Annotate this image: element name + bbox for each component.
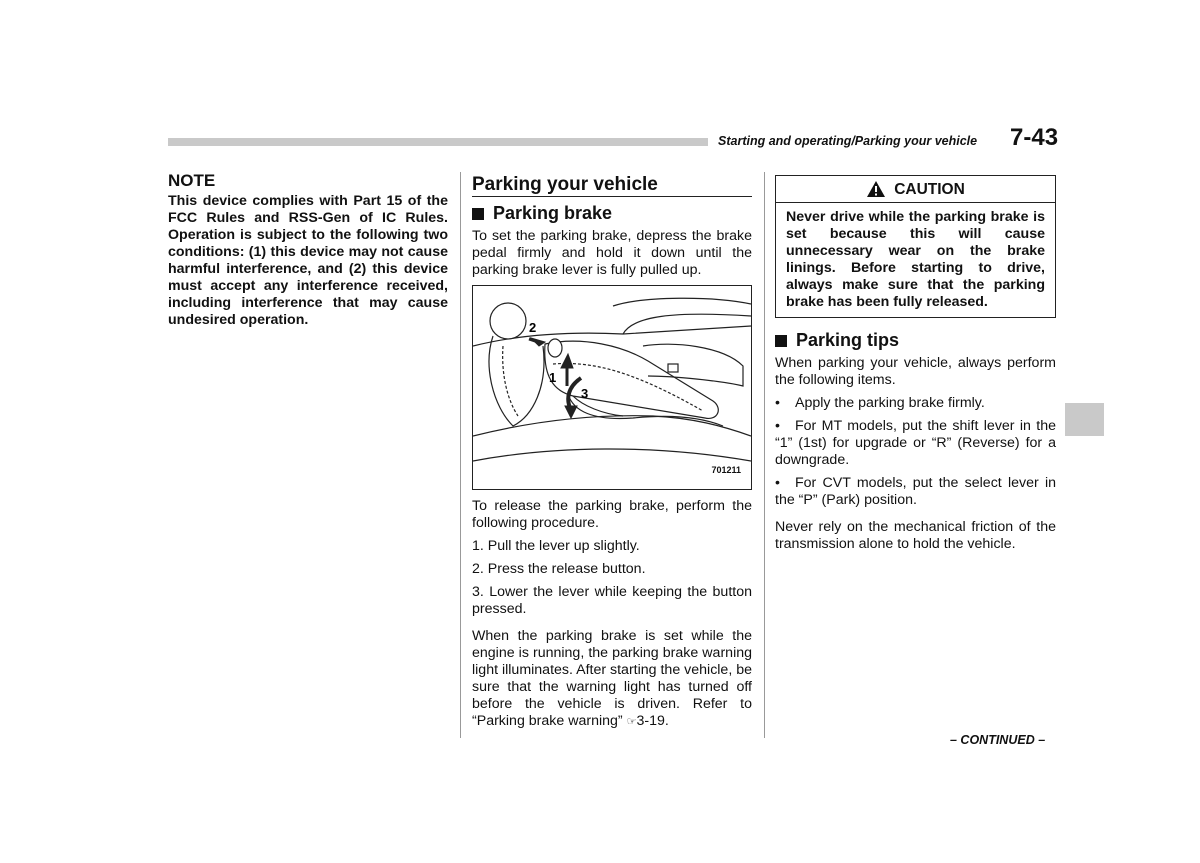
column-divider-left (460, 172, 461, 738)
tips-bullet-text: For MT models, put the shift lever in the “1” (1st) for upgrade or “R” (Reverse) for a downgrade. (775, 418, 1056, 468)
refer-text: Refer to “Parking brake warning” (472, 696, 752, 729)
callout-3: 3 (581, 386, 589, 401)
tips-intro: When parking your vehicle, always perform the following items. (775, 355, 1056, 388)
bullet-dot-icon: • (775, 395, 780, 411)
tips-bullet-text: For CVT models, put the select lever in the “P” (Park) position. (775, 475, 1056, 508)
parking-column (472, 176, 752, 731)
warning-light-paragraph (472, 628, 752, 731)
tips-bullet (775, 475, 1056, 509)
release-step: 2. Press the release button. (472, 561, 646, 577)
caution-label: CAUTION (894, 180, 965, 198)
bullet-dot-icon: • (775, 418, 780, 434)
tips-bullet-text: Apply the parking brake firmly. (795, 395, 985, 411)
release-step: 1. Pull the lever up slightly. (472, 538, 640, 554)
parking-tips-heading-text: Parking tips (796, 330, 900, 350)
tips-bullet (775, 418, 1056, 469)
warning-light-text: When the parking brake is set while the engine is running, the parking brake warning light illuminates. After starting the vehicle, be sure that the warning light has turned off before the vehicle is driven. (472, 628, 752, 712)
parking-brake-illustration (473, 286, 751, 489)
tips-closing: Never rely on the mechanical friction of the transmission alone to hold the vehicle. (775, 519, 1056, 552)
square-bullet-icon (775, 335, 787, 347)
tips-column (775, 175, 1056, 553)
parking-intro: To set the parking brake, depress the brake pedal firmly and hold it down until the parking brake lever is fully pulled up. (472, 228, 752, 278)
section-title: Parking your vehicle (472, 176, 752, 197)
note-body: This device complies with Part 15 of the FCC Rules and RSS-Gen of IC Rules. Operation is subject to the following two conditions: (1) this device may not cause harmful interference, and (2) this device must accept any interference received, including interference that may cause undesired operation. (168, 193, 448, 328)
continued-label: – CONTINUED – (950, 733, 1046, 747)
page-number: 7-43 (1010, 124, 1059, 151)
note-column (168, 172, 448, 329)
running-header: Starting and operating/Parking your vehicle (718, 134, 978, 148)
parking-brake-heading-text: Parking brake (493, 203, 613, 223)
refer-page: 3-19. (636, 713, 669, 729)
column-divider-right (764, 172, 765, 738)
parking-brake-heading (472, 205, 752, 222)
figure-id: 701211 (711, 465, 741, 475)
bullet-dot-icon: • (775, 475, 780, 491)
parking-tips-heading (775, 332, 1056, 349)
page-reference-icon: ☞ (626, 716, 637, 728)
callout-2: 2 (529, 320, 537, 335)
caution-header (776, 176, 1055, 203)
callout-1: 1 (549, 370, 557, 385)
parking-brake-figure (472, 285, 752, 490)
tips-bullet (775, 395, 1056, 412)
header-bar (168, 138, 708, 146)
chapter-tab (1065, 403, 1104, 436)
note-heading: NOTE (168, 171, 216, 190)
release-step: 3. Lower the lever while keeping the button pressed. (472, 584, 752, 617)
warning-triangle-icon (866, 180, 886, 198)
release-intro: To release the parking brake, perform the following procedure. (472, 498, 752, 531)
caution-body: Never drive while the parking brake is set because this will cause unnecessary wear on the brake linings. Before starting to drive, always make sure that the parking brake has been fully released. (786, 209, 1045, 310)
square-bullet-icon (472, 208, 484, 220)
caution-box (775, 175, 1056, 318)
